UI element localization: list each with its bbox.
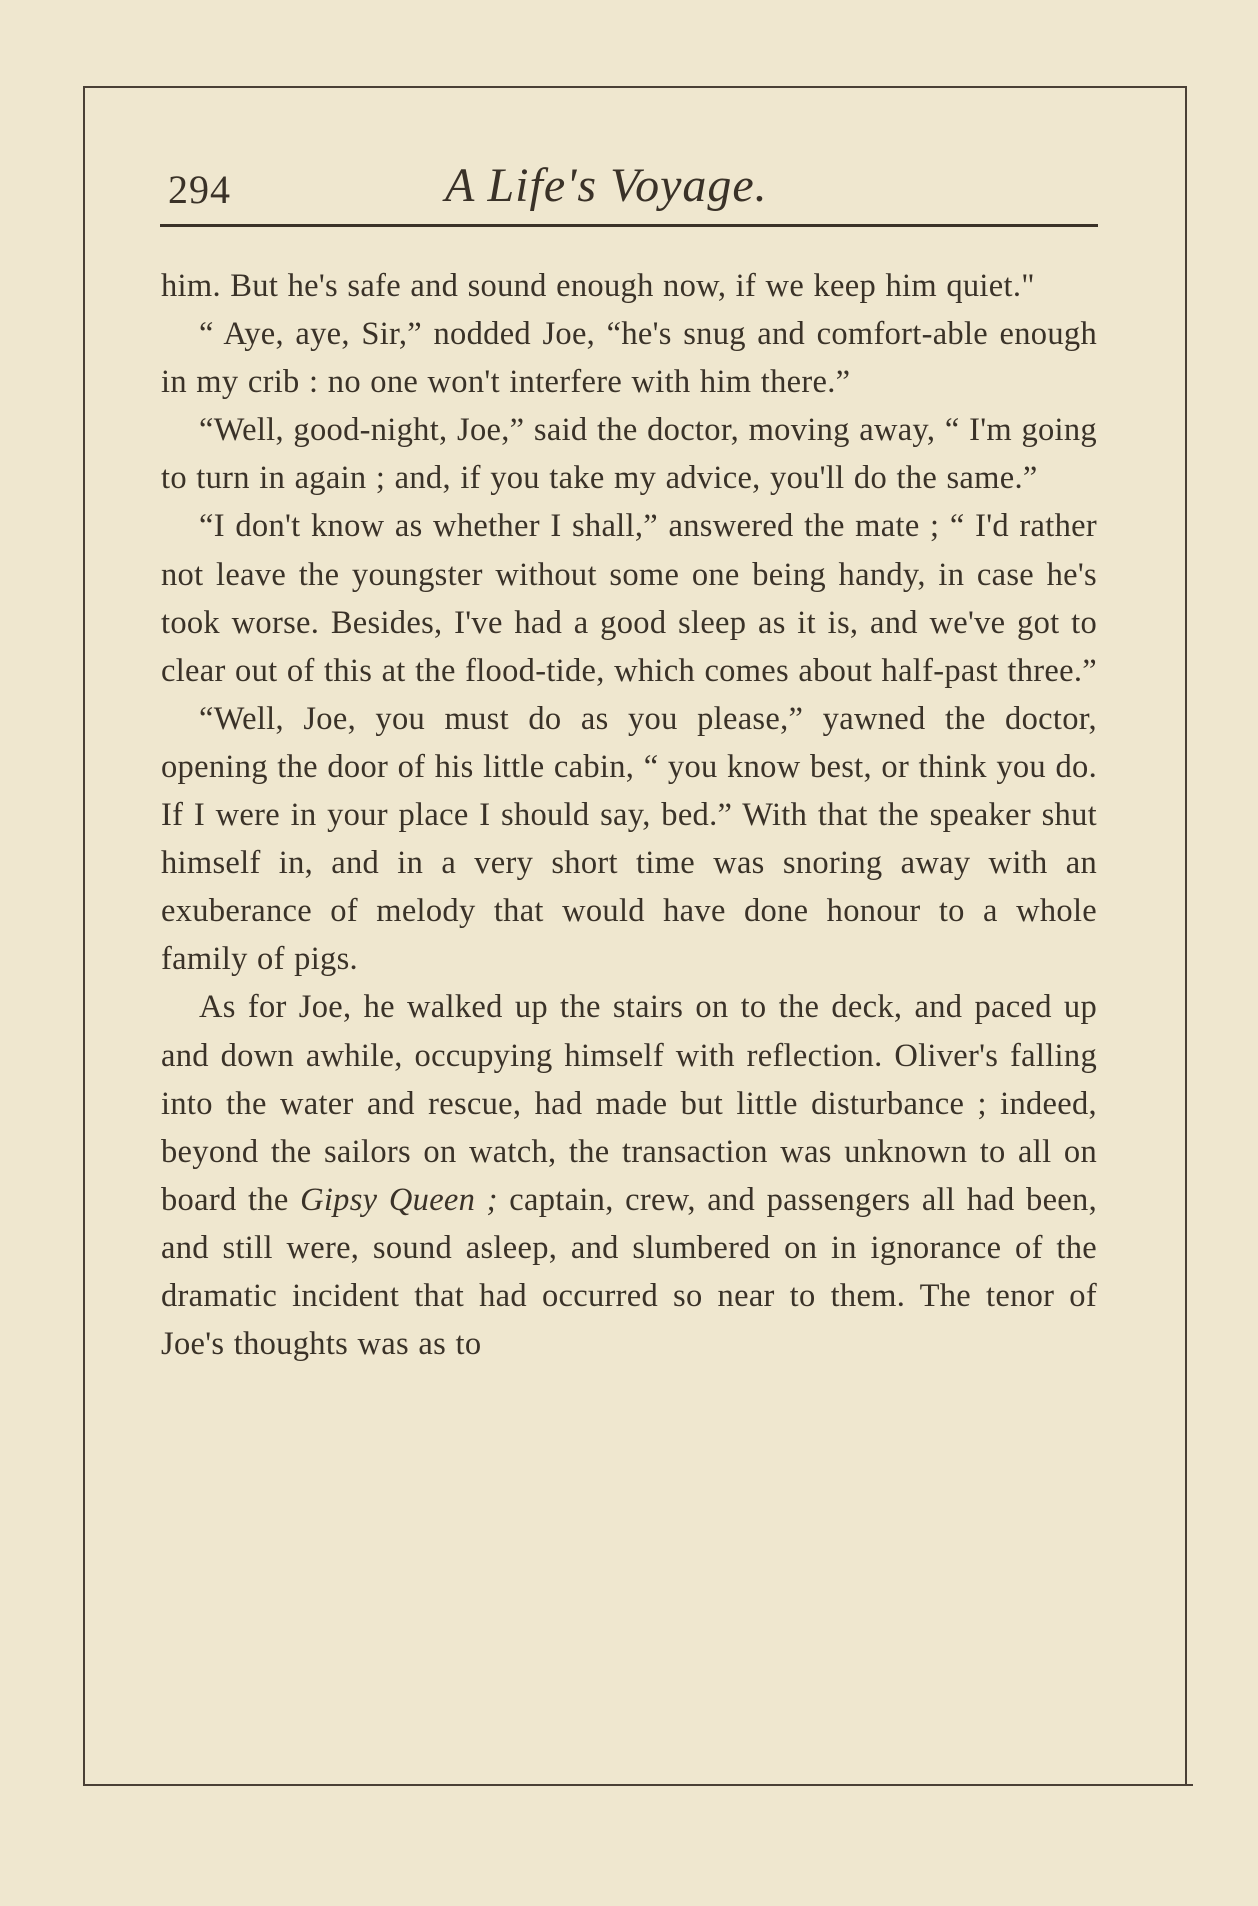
header-rule (160, 224, 1098, 227)
paragraph: “I don't know as whether I shall,” answered the mate ; “ I'd rather not leave the youngster without some one being handy, in case he's took worse. Besides, I've had a good sleep as it is, and we've got to clear out of this at the flood-tide, which comes about half-past three.” (161, 508, 1097, 689)
running-title: A Life's Voyage. (445, 159, 768, 212)
page-border-bottom-rule (83, 1784, 1193, 1786)
paragraph: “Well, good-night, Joe,” said the doctor, moving away, “ I'm going to turn in again ; and, if you take my advice, you'll do the same.” (161, 412, 1097, 497)
paragraph: “Well, Joe, you must do as you please,” yawned the doctor, opening the door of his little cabin, “ you know best, or think you do. If I were in your place I should say, bed.” With that the speaker shut himself in, and in a very short time was snoring away with an exuberance of melody that would have done honour to a whole family of pigs. (161, 700, 1097, 978)
body-text (161, 262, 1097, 1368)
page-number: 294 (168, 167, 231, 212)
page-header (160, 158, 1100, 228)
paragraph: “ Aye, aye, Sir,” nodded Joe, “he's snug and comfort-able enough in my crib : no one won't interfere with him there.” (161, 316, 1097, 401)
paragraph-text: As for Joe, he walked up the stairs on to the deck, and paced up and down awhile, occupying himself with reflection. Oliver's falling into the water and rescue, had made but little disturbance ; indeed, beyond the sailors on watch, the transaction was unknown to all on board the (161, 989, 1097, 1218)
paragraph (161, 983, 1097, 1368)
ship-name: Gipsy Queen ; (300, 1181, 498, 1218)
paragraph-text: captain, crew, and passengers all had been, and still were, sound asleep, and slumbered on in ignorance of the dramatic incident that had occurred so near to them. The tenor of Joe's thoughts was as to (161, 1181, 1098, 1363)
paragraph: him. But he's safe and sound enough now, if we keep him quiet." (161, 268, 1035, 304)
